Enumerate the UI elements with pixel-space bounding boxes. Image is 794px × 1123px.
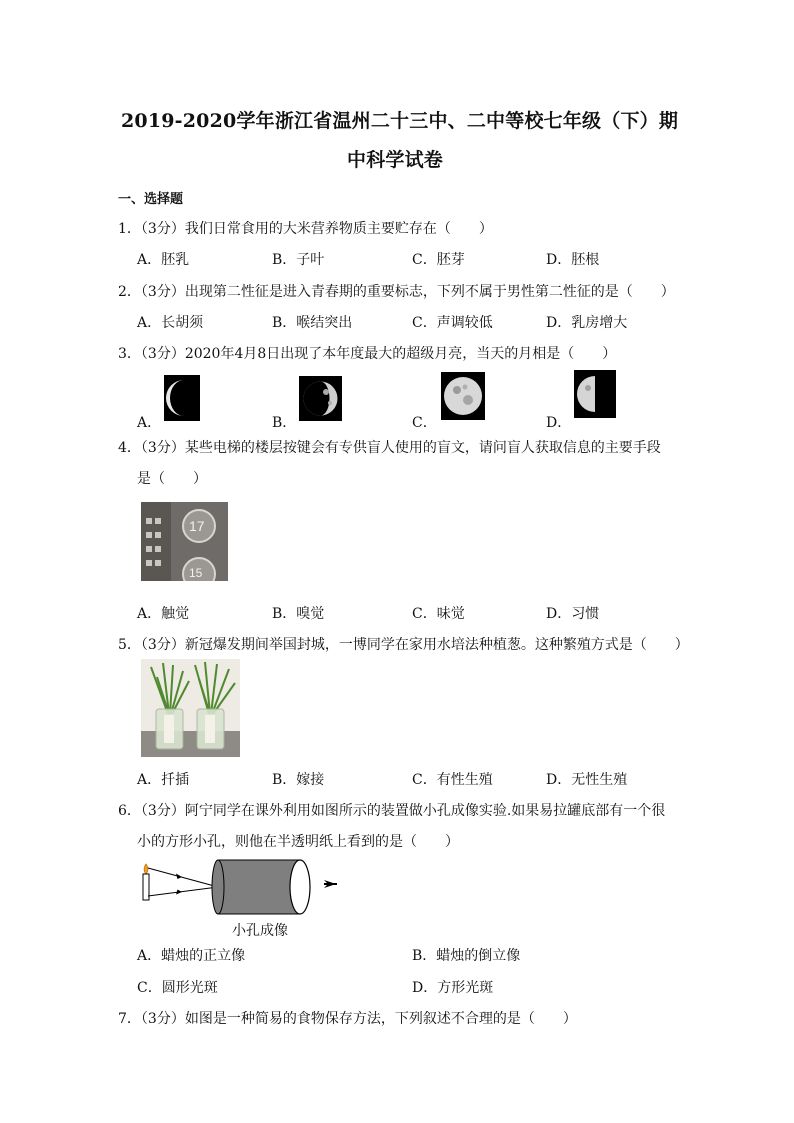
- moon-crescent-icon: [164, 375, 200, 421]
- question-1-option-a: A．胚乳: [137, 252, 190, 268]
- elevator-braille-photo: [141, 502, 228, 581]
- question-2-option-b: B．喉结突出: [272, 315, 353, 331]
- scallion-hydroponic-photo: [141, 659, 240, 757]
- question-7-text: 7．（3分）如图是一种简易的食物保存方法，下列叙述不合理的是（ ）: [118, 1011, 577, 1027]
- question-4-text-line1: 4．（3分）某些电梯的楼层按键会有专供盲人使用的盲文，请问盲人获取信息的主要手段: [118, 440, 661, 456]
- question-5-option-b: B．嫁接: [272, 772, 325, 788]
- pinhole-diagram: [136, 856, 346, 916]
- question-6-text-line1: 6．（3分）阿宁同学在课外利用如图所示的装置做小孔成像实验.如果易拉罐底部有一个很: [118, 803, 666, 819]
- question-6-option-a: A．蜡烛的正立像: [137, 948, 246, 964]
- question-3-option-c: C．: [412, 415, 437, 431]
- question-2-text: 2．（3分）出现第二性征是进入青春期的重要标志，下列不属于男性第二性征的是（ ）: [118, 284, 675, 300]
- elevator-panel-icon: [141, 502, 228, 581]
- moon-half-image: [574, 370, 616, 418]
- doc-title-line2: 中科学试卷: [347, 149, 444, 171]
- scallion-plant-icon: [141, 659, 240, 757]
- question-4-option-d: D．习惯: [546, 606, 600, 622]
- moon-gibbous-icon: [299, 376, 342, 421]
- moon-half-icon: [574, 370, 616, 418]
- question-3-option-d: D．: [546, 415, 572, 431]
- question-5-option-c: C．有性生殖: [412, 772, 493, 788]
- question-4-option-b: B．嗅觉: [272, 606, 325, 622]
- moon-full-image: [441, 372, 485, 420]
- question-2-option-c: C．声调较低: [412, 315, 493, 331]
- pinhole-camera-icon: [136, 856, 346, 916]
- question-6-option-b: B．蜡烛的倒立像: [412, 948, 521, 964]
- question-1-option-b: B．子叶: [272, 252, 325, 268]
- question-3-option-b: B．: [272, 415, 297, 431]
- question-6-option-c: C．圆形光斑: [137, 980, 218, 996]
- question-5-text: 5．（3分）新冠爆发期间举国封城，一博同学在家用水培法种植葱。这种繁殖方式是（ ）: [118, 637, 689, 653]
- question-4-option-c: C．味觉: [412, 606, 465, 622]
- question-2-option-d: D．乳房增大: [546, 315, 628, 331]
- moon-gibbous-image: [299, 376, 342, 421]
- doc-title-line1: 2019-2020学年浙江省温州二十三中、二中等校七年级（下）期: [121, 110, 679, 132]
- section-heading: 一、选择题: [118, 192, 184, 207]
- question-6-text-line2: 小的方形小孔，则他在半透明纸上看到的是（ ）: [137, 834, 459, 850]
- question-1-option-d: D．胚根: [546, 252, 600, 268]
- question-6-option-d: D．方形光斑: [412, 980, 494, 996]
- elevator-button-17-label: 17: [189, 518, 205, 534]
- pinhole-diagram-caption: 小孔成像: [232, 923, 288, 939]
- question-4-option-a: A．触觉: [137, 606, 190, 622]
- question-3-text: 3．（3分）2020年4月8日出现了本年度最大的超级月亮，当天的月相是（ ）: [118, 346, 617, 362]
- question-5-option-d: D．无性生殖: [546, 772, 628, 788]
- moon-full-icon: [441, 372, 485, 420]
- question-4-text-line2: 是（ ）: [137, 471, 207, 487]
- question-5-option-a: A．扦插: [137, 772, 190, 788]
- question-2-option-a: A．长胡须: [137, 315, 204, 331]
- question-1-option-c: C．胚芽: [412, 252, 465, 268]
- question-1-text: 1．（3分）我们日常食用的大米营养物质主要贮存在（ ）: [118, 221, 493, 237]
- moon-crescent-image: [164, 375, 200, 421]
- question-3-option-a: A．: [137, 415, 162, 431]
- elevator-button-15-label: 15: [189, 566, 203, 580]
